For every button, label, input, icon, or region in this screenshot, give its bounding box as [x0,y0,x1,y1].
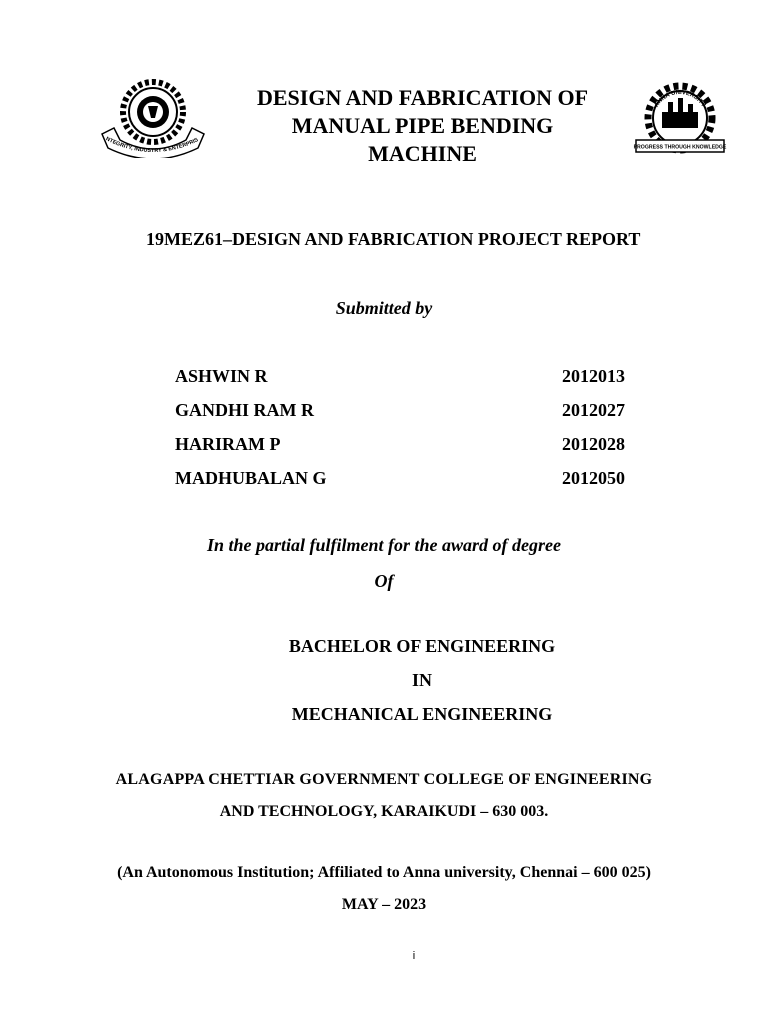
member-reg-no: 2012050 [562,468,625,488]
partial-fulfilment-text: In the partial fulfilment for the award of degree [206,535,561,555]
report-title-line-1: DESIGN AND FABRICATION OF [256,85,589,110]
submission-date: MAY – 2023 [341,896,427,913]
college-logo-gear [123,82,183,142]
degree-name: BACHELOR OF ENGINEERING [288,636,556,656]
submitted-by-label: Submitted by [335,298,433,318]
report-title-line-3: MACHINE [368,141,477,166]
of-text: Of [374,571,394,591]
in-text: IN [411,670,432,690]
member-name: HARIRAM P [175,434,281,454]
anna-university-logo-name: ANNA UNIVERSITY [653,89,707,109]
member-name: MADHUBALAN G [175,468,327,488]
college-name-line-1: ALAGAPPA CHETTIAR GOVERNMENT COLLEGE OF ENGINEERING [115,771,653,788]
affiliation-text: (An Autonomous Institution; Affiliated to Anna university, Chennai – 600 025) [117,864,651,881]
college-logo-motto: NTEGRITY, INDUSTRY & ENTERPRIS [104,136,200,155]
anna-university-logo-motto: PROGRESS THROUGH KNOWLEDGE [633,144,727,151]
page-number: i [412,950,416,962]
member-reg-no: 2012013 [562,366,625,386]
member-name: GANDHI RAM R [175,400,314,420]
college-logo [98,78,208,158]
member-reg-no: 2012027 [562,400,625,420]
course-title: 19MEZ61–DESIGN AND FABRICATION PROJECT REPORT [146,229,641,249]
report-title [230,84,615,168]
anna-university-logo [632,82,728,158]
member-name: ASHWIN R [175,366,268,386]
department-name: MECHANICAL ENGINEERING [291,704,553,724]
member-reg-no: 2012028 [562,434,625,454]
report-title-line-2: MANUAL PIPE BENDING [291,113,554,138]
college-name-line-2: AND TECHNOLOGY, KARAIKUDI – 630 003. [219,803,549,820]
